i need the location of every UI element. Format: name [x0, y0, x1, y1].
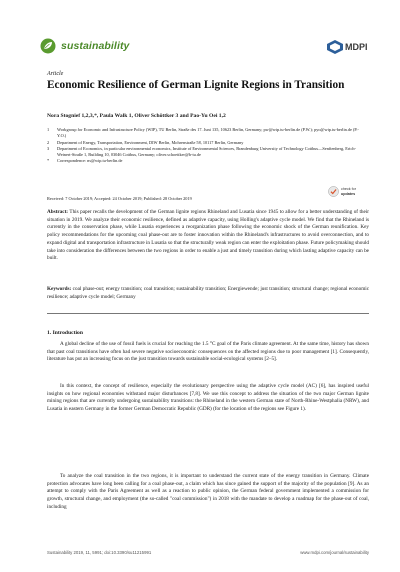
correspondence-text: Correspondence: ns@wip.tu-berlin.de	[57, 158, 123, 164]
affiliation-text: Workgroup for Economic and Infrastructure Policy (WIP), TU Berlin, Straße des 17. Juni 135, 10623 Berlin, Germany; pw@wip.tu-berlin.de (P.W.); pyo@wip.tu-berlin.de (P.-Y.O.)	[57, 127, 359, 139]
abstract-text: This paper recalls the development of the German lignite regions Rhineland and Lusatia since 1945 to allow for a better understanding of their situation in 2019. We analyze their economic resilience, defined as adaptive capacity, using Holling's adaptive cycle model. We find that the Rhineland is currently in the conservation phase, while Lusatia experiences a reorganization phase following the economic shock of the German reunification. Key policy recommendations for the upcoming coal phase-out are to foster innovation within the Rhineland's infrastructures to avoid overconnection, and to expand digital and transportation infrastructure in Lusatia so that the structurally weak region can enter the exploitation phase. Future policymaking should take into consideration the differences between the two regions in order to enable a just and timely transition during which lasting adaptive capacity can be built.	[47, 209, 369, 262]
affiliation-number: 1	[47, 127, 50, 132]
affiliation-number: 3	[47, 145, 50, 151]
journal-leaf-icon	[40, 38, 56, 54]
article-type: Article	[47, 71, 64, 77]
journal-logo	[40, 38, 130, 54]
keywords-text: coal phase-out; energy transition; coal transition; sustainability transition; Energiewende; just transition; structural change; regional economic resilience; adaptive cycle model; Germany	[47, 286, 369, 300]
check-for-updates-badge[interactable]	[328, 186, 356, 197]
body-paragraph: To analyze the coal transition in the two regions, it is important to understand the current state of the energy transition in Germany. Climate protection advocates have long been calling for a coal phase-out, a claim which has since gained the support of the majority of the population [9]. As an attempt to comply with the Paris Agreement as well as a reaction to public opinion, the German federal government implemented a commission for growth, structural change, and employment (the so-called "coal commission") in 2018 with the mandate to develop a roadmap for the phase-out of coal, including	[47, 473, 369, 510]
affiliation-text: Department of Economics, in particular environmental economics, Institute of Environmental Sciences, Brandenburg University of Technology Cottbus—Senftenberg, Erich-Weinert-Straße 1, Building 10, 03046 Cottbus, Germany; oliver.schoettker@b-tu.de	[57, 145, 356, 158]
affiliation-number: *	[47, 158, 50, 164]
keywords	[47, 286, 369, 301]
abstract-label: Abstract:	[47, 209, 69, 215]
affiliation-item	[47, 158, 367, 164]
body-paragraph: In this context, the concept of resilience, especially the evolutionary perspective using the adaptive cycle model (AC) [6], has inspired useful insights on how regional economies withstand major disturbances [7,8]. We use this concept to address the situation of the two major German lignite mining regions that are currently undergoing sustainability transitions: the Rhineland in the western German state of North-Rhine-Westphalia (NRW), and Lusatia in eastern Germany in the former German Democratic Republic (GDR) (for the location of the regions see Figure 1).	[47, 383, 369, 413]
affiliation-number: 2	[47, 139, 50, 145]
affiliation-item	[47, 127, 367, 140]
body-paragraph: A global decline of the use of fossil fuels is crucial for reaching the 1.5 °C goal of the Paris climate agreement. At the same time, history has shown that past coal transitions have often had severe negative socioeconomic consequences on the affected regions due to poor management [1]. Consequently, literature has put an increasing focus on the just transition towards sustainable social-ecological systems [2–5].	[47, 341, 369, 363]
journal-url[interactable]: www.mdpi.com/journal/sustainability	[300, 550, 369, 555]
publisher-name: MDPI	[345, 42, 368, 52]
section-divider	[47, 313, 369, 314]
keywords-label: Keywords:	[47, 286, 72, 292]
check-updates-icon	[328, 186, 339, 197]
publication-dates: Received: 7 October 2019; Accepted: 24 October 2019; Published: 28 October 2019	[47, 196, 192, 201]
publisher-logo	[327, 40, 368, 54]
mdpi-icon	[327, 40, 343, 54]
affiliations	[47, 127, 367, 165]
affiliation-item	[47, 146, 367, 159]
paper-title: Economic Resilience of German Lignite Regions in Transition	[47, 79, 345, 91]
author-list: Nora Stognief 1,2,3,*, Paula Walk 1, Oliver Schöttker 3 and Pao-Yu Oei 1,2	[47, 113, 226, 119]
abstract	[47, 209, 369, 263]
citation-footer: Sustainability 2019, 11, 5991; doi:10.3390/su11215991	[47, 550, 152, 555]
check-updates-label: check for updates	[341, 187, 356, 196]
affiliation-text: Department of Energy, Transportation, Environment, DIW Berlin, Mohrenstraße 58, 10117 Berlin, Germany	[57, 139, 244, 145]
journal-name: sustainability	[61, 40, 130, 52]
section-heading: 1. Introduction	[47, 330, 83, 336]
